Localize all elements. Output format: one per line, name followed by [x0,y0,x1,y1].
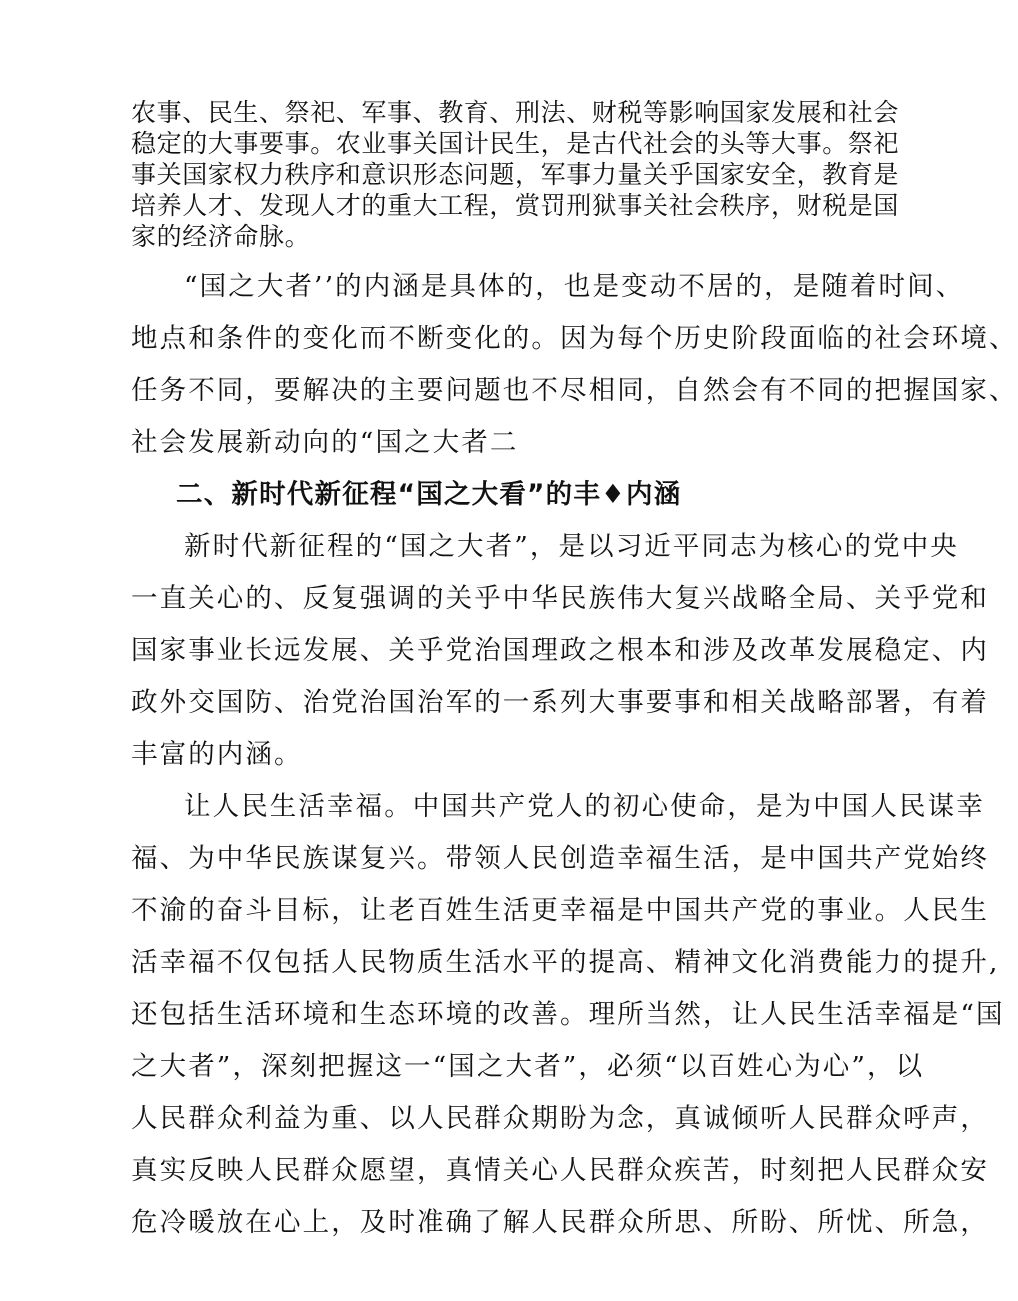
paragraph-line: 人民群众利益为重、以人民群众期盼为念，真诚倾听人民群众呼声， [131,1103,989,1134]
paragraph-line: 让人民生活幸福。中国共产党人的初心使命，是为中国人民谋幸 [184,791,985,822]
paragraph-line: 国家事业长远发展、关乎党治国理政之根本和涉及改革发展稳定、内 [131,635,989,666]
paragraph-line: 政外交国防、治党治国治军的一系列大事要事和相关战略部署，有着 [131,687,989,718]
paragraph-line: 事关国家权力秩序和意识形态问题，军事力量关乎国家安全，教育是 [131,160,900,189]
paragraph-line: 之大者”，深刻把握这一“国之大者”，必须“以百姓心为心”，以 [131,1051,925,1082]
paragraph-line: “国之大者’’的内涵是具体的，也是变动不居的，是随着时间、 [184,271,965,302]
paragraph-line: 新时代新征程的“国之大者”，是以习近平同志为核心的党中央 [184,531,959,562]
paragraph-line: 任务不同，要解决的主要问题也不尽相同，自然会有不同的把握国家、 [131,375,1018,406]
paragraph-line: 家的经济命脉。 [131,222,311,251]
paragraph-line: 一直关心的、反复强调的关乎中华民族伟大复兴战略全局、关乎党和 [131,583,989,614]
paragraph-line: 丰富的内涵。 [131,739,303,770]
paragraph-line: 活幸福不仅包括人民物质生活水平的提高、精神文化消费能力的提升, [131,947,1000,978]
paragraph-line: 真实反映人民群众愿望，真情关心人民群众疾苦，时刻把人民群众安 [131,1155,989,1186]
paragraph-line: 培养人才、发现人才的重大工程，赏罚刑狱事关社会秩序，财税是国 [131,191,900,220]
paragraph-line: 农事、民生、祭祀、军事、教育、刑法、财税等影响国家发展和社会 [131,98,900,127]
paragraph-line: 稳定的大事要事。农业事关国计民生，是古代社会的头等大事。祭祀 [131,129,900,158]
paragraph-line: 福、为中华民族谋复兴。带领人民创造幸福生活，是中国共产党始终 [131,843,989,874]
paragraph-line: 还包括生活环境和生态环境的改善。理所当然，让人民生活幸福是“国 [131,999,1005,1030]
paragraph-line: 社会发展新动向的“国之大者二 [131,427,519,458]
paragraph-line: 危冷暖放在心上，及时准确了解人民群众所思、所盼、所忧、所急， [131,1207,989,1238]
paragraph-line: 不渝的奋斗目标，让老百姓生活更幸福是中国共产党的事业。人民生 [131,895,989,926]
paragraph-line: 地点和条件的变化而不断变化的。因为每个历史阶段面临的社会环境、 [131,323,1018,354]
section-heading: 二、新时代新征程“国之大看”的丰♦内涵 [176,479,682,510]
